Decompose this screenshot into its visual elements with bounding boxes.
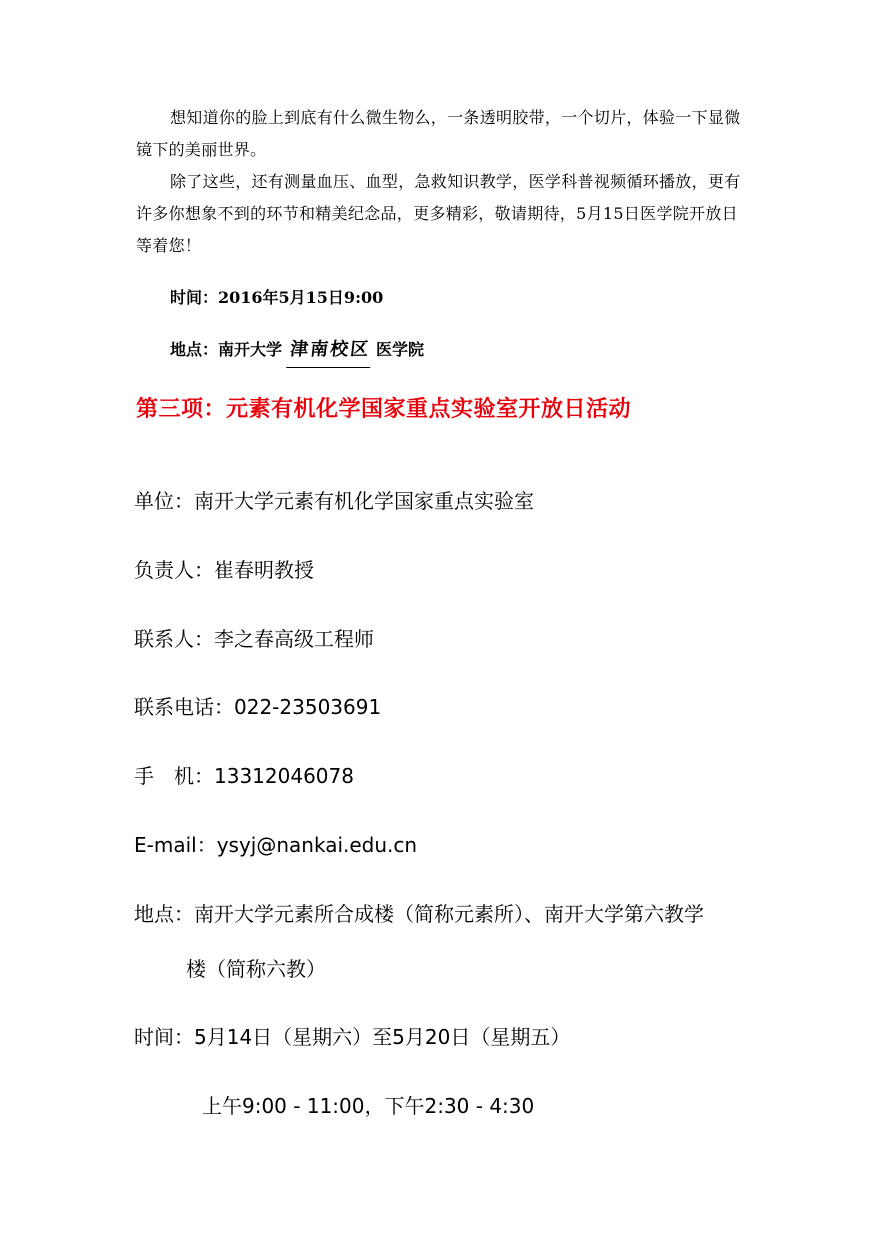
time-line-2: 上午9:00 - 11:00，下午2:30 - 4:30 [202,1094,535,1118]
time-line-1: 时间：5月14日（星期六）至5月20日（星期五） [134,1025,571,1049]
intro-location-suffix: 医学院 [376,340,425,359]
section-heading: 第三项：元素有机化学国家重点实验室开放日活动 [136,397,632,422]
intro-paragraph-activities: 除了这些，还有测量血压、血型，急救知识教学，医学科普视频循环播放，更有许多你想象不到的环节和精美纪念品，更多精彩，敬请期待，5月15日医学院开放日等着您！ [136,172,741,255]
unit-line: 单位：南开大学元素有机化学国家重点实验室 [134,489,534,513]
email-line: E-mail：ysyj@nankai.edu.cn [134,833,418,857]
intro-location-prefix: 地点：南开大学 [170,340,283,359]
person-in-charge-line: 负责人：崔春明教授 [134,558,314,582]
intro-paragraph-microbes: 想知道你的脸上到底有什么微生物么，一条透明胶带，一个切片，体验一下显微镜下的美丽世界。 [136,108,741,159]
mobile-line [134,760,354,789]
mobile-label: 手 机： [134,764,214,788]
phone-line: 联系电话：022-23503691 [134,695,382,719]
campus-name: 津南校区 [286,334,374,368]
intro-location [170,334,424,368]
location-line-2: 楼（简称六教） [186,957,326,981]
intro-time: 时间：2016年5月15日9:00 [170,288,384,307]
location-line-1: 地点：南开大学元素所合成楼（简称元素所）、南开大学第六教学 [134,902,704,926]
contact-line: 联系人：李之春高级工程师 [134,627,374,651]
mobile-number: 13312046078 [214,764,354,788]
